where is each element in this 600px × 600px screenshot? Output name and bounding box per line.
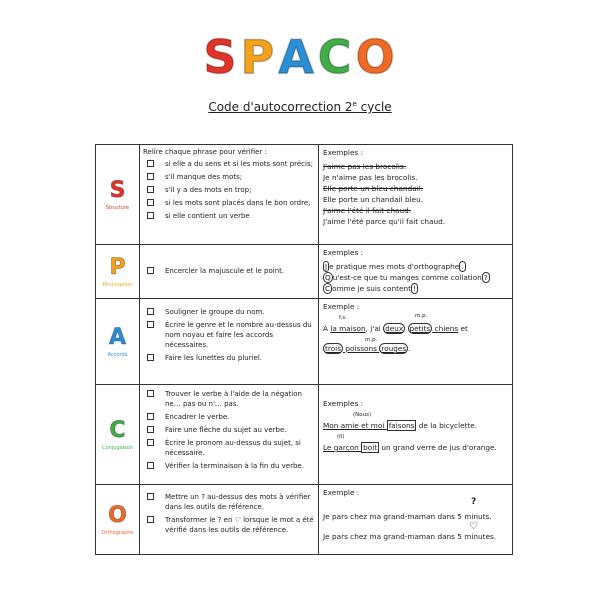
- orthographe-example-2: ♡ Je pars chez ma grand-maman dans 5 minutes.: [323, 521, 497, 541]
- code-cell-p: [96, 245, 140, 299]
- pronoun-note: (Nous): [353, 412, 372, 418]
- examples-accords: [319, 299, 513, 385]
- examples-conjugaison: [319, 385, 513, 485]
- list-item: Vérifier la terminaison à la fin du verbe.: [143, 461, 315, 471]
- title-letter-c: C: [317, 30, 354, 84]
- page-subtitle: Code d'autocorrection 2e cycle: [208, 100, 392, 114]
- gender-note: f.s.: [339, 315, 347, 321]
- row-orthographe: [96, 485, 513, 555]
- list-item: s'il manque des mots;: [143, 172, 315, 182]
- letter-p: P: [109, 254, 126, 280]
- row-conjugaison: [96, 385, 513, 485]
- list-item: Écrire le genre et le nombre au-dessus du nom noyau et faire les accords nécessaires.: [143, 320, 315, 350]
- letter-a: A: [108, 324, 127, 350]
- code-cell-c: [96, 385, 140, 485]
- accords-example-2: m.p. trois poissons rouges .: [325, 337, 411, 353]
- example-line: J'aime pas les brocolis.: [323, 162, 407, 171]
- examples-orthographe: [319, 485, 513, 555]
- gender-note: m.p.: [415, 313, 428, 319]
- rules-accords: [140, 299, 319, 385]
- example-line: Elle porte un bleu chandail.: [323, 184, 424, 193]
- heart-icon: ♡: [469, 521, 478, 532]
- orthographe-example-1: ? Je pars chez ma grand-maman dans 5 minuts.: [323, 497, 492, 521]
- label-orthographe: Orthographe: [101, 529, 134, 536]
- examples-title: Exemple :: [323, 302, 360, 311]
- examples-title: Exemples :: [323, 148, 364, 157]
- label-ponctuation: Ponctuation: [102, 281, 133, 288]
- spaco-table: [95, 144, 513, 555]
- list-item: si elle contient un verbe: [143, 211, 315, 221]
- example-line: Q u'est-ce que tu manges comme collation ?: [325, 273, 488, 282]
- rules-structure: [140, 145, 319, 245]
- list-item: si les mots sont placés dans le bon ordre;: [143, 198, 315, 208]
- list-item: Faire une flèche du sujet au verbe.: [143, 425, 315, 435]
- conjugaison-example-1: (Nous) Mon amie et moi faisons de la bicyclette.: [323, 412, 478, 430]
- code-cell-s: [96, 145, 140, 245]
- rules-ponctuation: [140, 245, 319, 299]
- examples-ponctuation: [319, 245, 513, 299]
- row-accords: [96, 299, 513, 385]
- list-item: Transformer le ? en ♡ lorsque le mot a été vérifié dans les outils de référence.: [143, 515, 315, 535]
- title-letter-p: P: [240, 30, 277, 84]
- accords-example-1: f.s. m.p. À la maison, j'ai deux petits chiens et: [323, 313, 468, 333]
- examples-structure: [319, 145, 513, 245]
- letter-c: C: [109, 417, 126, 443]
- title-letter-s: S: [203, 30, 239, 84]
- code-cell-o: [96, 485, 140, 555]
- label-conjugaison: Conjugaison: [102, 444, 133, 451]
- code-cell-a: [96, 299, 140, 385]
- row-ponctuation: [96, 245, 513, 299]
- list-item: Écrire le pronom au-dessus du sujet, si nécessaire.: [143, 438, 315, 458]
- title-letter-a: A: [278, 30, 316, 84]
- list-item: Mettre un ? au-dessus des mots à vérifier dans les outils de référence.: [143, 492, 315, 512]
- list-item: si elle a du sens et si les mots sont précis;: [143, 159, 315, 169]
- rules-orthographe: [140, 485, 319, 555]
- list-item: s'il y a des mots en trop;: [143, 185, 315, 195]
- list-item: Trouver le verbe à l'aide de la négation ne… pas ou n'… pas.: [143, 389, 315, 409]
- example-line: C omme je suis content !: [325, 284, 416, 293]
- examples-title: Exemples :: [323, 248, 364, 257]
- list-item: Encadrer le verbe.: [143, 412, 315, 422]
- row-structure: [96, 145, 513, 245]
- letter-o: O: [108, 502, 127, 528]
- conjugaison-example-2: (Il) Le garçon boit un grand verre de jus d'orange.: [323, 434, 497, 452]
- letter-s: S: [109, 177, 126, 203]
- label-accords: Accords: [107, 351, 128, 358]
- rules-conjugaison: [140, 385, 319, 485]
- title-letter-o: O: [355, 30, 397, 84]
- examples-title: Exemples :: [323, 399, 364, 408]
- example-line: J'aime l'été parce qu'il fait chaud.: [323, 217, 446, 226]
- example-line: J e pratique mes mots d'orthographe .: [325, 262, 464, 271]
- example-line: Elle porte un chandail bleu.: [323, 195, 424, 204]
- label-structure: Structure: [105, 204, 130, 211]
- pronoun-note: (Il): [337, 434, 345, 440]
- example-line: Je n'aime pas les brocolis.: [323, 173, 418, 182]
- list-item: Encercler la majuscule et le point.: [143, 266, 315, 276]
- list-item: Faire les lunettes du pluriel.: [143, 353, 315, 363]
- rules-intro: Relire chaque phrase pour vérifier :: [143, 148, 267, 156]
- spaco-title: [0, 30, 600, 84]
- examples-title: Exemple :: [323, 488, 360, 497]
- question-mark-icon: ?: [471, 497, 477, 507]
- example-line: J'aime l'été il fait chaud.: [323, 206, 412, 215]
- list-item: Souligner le groupe du nom.: [143, 307, 315, 317]
- gender-note: m.p.: [365, 337, 378, 343]
